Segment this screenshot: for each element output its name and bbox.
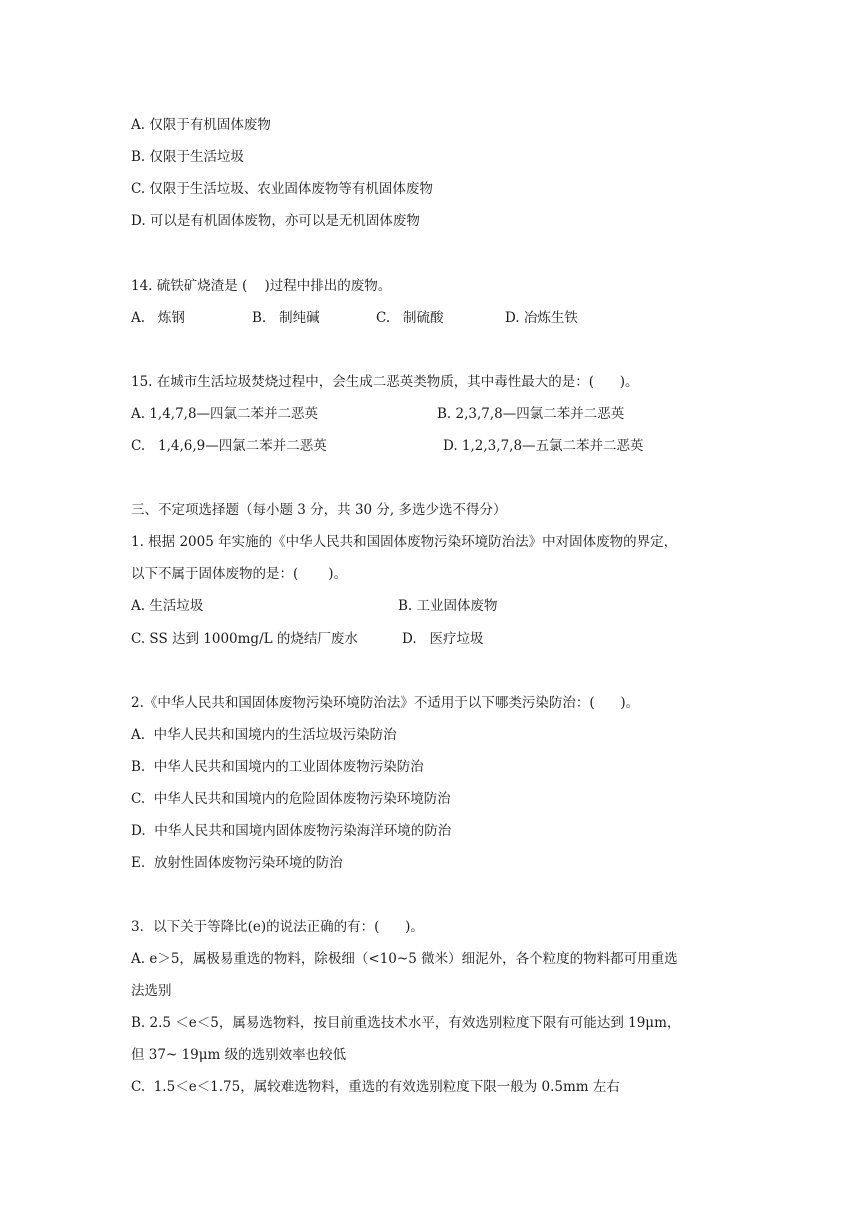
q15-option-b: B. 2,3,7,8—四氯二苯并二恶英 bbox=[437, 406, 625, 422]
s3-q2-stem: 2.《中华人民共和国固体废物污染环境防治法》不适用于以下哪类污染防治：( )。 bbox=[131, 695, 640, 711]
s3-q3-option-b-line1: B. 2.5 ＜e＜5，属易选物料，按目前重选技术水平，有效选别粒度下限有可能达到 19μm， bbox=[131, 1015, 681, 1031]
q13-option-a: A. 仅限于有机固体废物 bbox=[131, 117, 271, 133]
q13-option-d: D. 可以是有机固体废物，亦可以是无机固体废物 bbox=[131, 213, 420, 229]
s3-q1-option-c: C. SS 达到 1000mg/L 的烧结厂废水 bbox=[131, 631, 358, 647]
q13-option-c: C. 仅限于生活垃圾、农业固体废物等有机固体废物 bbox=[131, 181, 433, 197]
s3-q3-option-a-line1: A. e＞5，属极易重选的物料，除极细（<10~5 微米）细泥外，各个粒度的物料都可用重选 bbox=[131, 951, 678, 967]
s3-q1-stem-line1: 1. 根据 2005 年实施的《中华人民共和国固体废物污染环境防治法》中对固体废物的界定， bbox=[131, 534, 678, 550]
s3-q1-option-d: D. 医疗垃圾 bbox=[402, 631, 484, 647]
s3-q2-option-a: A. 中华人民共和国境内的生活垃圾污染防治 bbox=[131, 727, 397, 743]
s3-q3-stem: 3．以下关于等降比(e)的说法正确的有：( )。 bbox=[131, 919, 424, 935]
q13-option-b: B. 仅限于生活垃圾 bbox=[131, 149, 245, 165]
s3-q2-option-e: E. 放射性固体废物污染环境的防治 bbox=[131, 855, 343, 871]
section3-heading: 三、不定项选择题（每小题 3 分，共 30 分, 多选少选不得分） bbox=[131, 502, 507, 518]
s3-q1-option-a: A. 生活垃圾 bbox=[131, 598, 204, 614]
s3-q1-stem-line2: 以下不属于固体废物的是：( )。 bbox=[131, 566, 348, 582]
q14-option-d: D. 冶炼生铁 bbox=[505, 310, 578, 326]
s3-q2-option-b: B. 中华人民共和国境内的工业固体废物污染防治 bbox=[131, 759, 424, 775]
q15-option-d: D. 1,2,3,7,8—五氯二苯并二恶英 bbox=[443, 438, 644, 454]
q15-stem: 15. 在城市生活垃圾焚烧过程中，会生成二恶英类物质，其中毒性最大的是：( )。 bbox=[131, 374, 639, 390]
s3-q2-option-c: C. 中华人民共和国境内的危险固体废物污染环境防治 bbox=[131, 791, 451, 807]
s3-q3-option-a-line2: 法选别 bbox=[131, 983, 172, 999]
q15-option-a: A. 1,4,7,8—四氯二苯并二恶英 bbox=[131, 406, 319, 422]
q15-option-c: C. 1,4,6,9—四氯二苯并二恶英 bbox=[131, 438, 327, 454]
q14-option-a: A. 炼钢 bbox=[131, 310, 185, 326]
s3-q2-option-d: D. 中华人民共和国境内固体废物污染海洋环境的防治 bbox=[131, 823, 452, 839]
s3-q1-option-b: B. 工业固体废物 bbox=[398, 598, 498, 614]
s3-q3-option-c-line1: C. 1.5＜e＜1.75，属较难选物料，重选的有效选别粒度下限一般为 0.5mm 左右 bbox=[131, 1079, 620, 1095]
s3-q3-option-b-line2: 但 37~ 19μm 级的选别效率也较低 bbox=[131, 1047, 347, 1063]
q14-stem: 14. 硫铁矿烧渣是 ( )过程中排出的废物。 bbox=[131, 278, 392, 294]
q14-option-c: C. 制硫酸 bbox=[376, 310, 444, 326]
q14-option-b: B. 制纯碱 bbox=[252, 310, 320, 326]
